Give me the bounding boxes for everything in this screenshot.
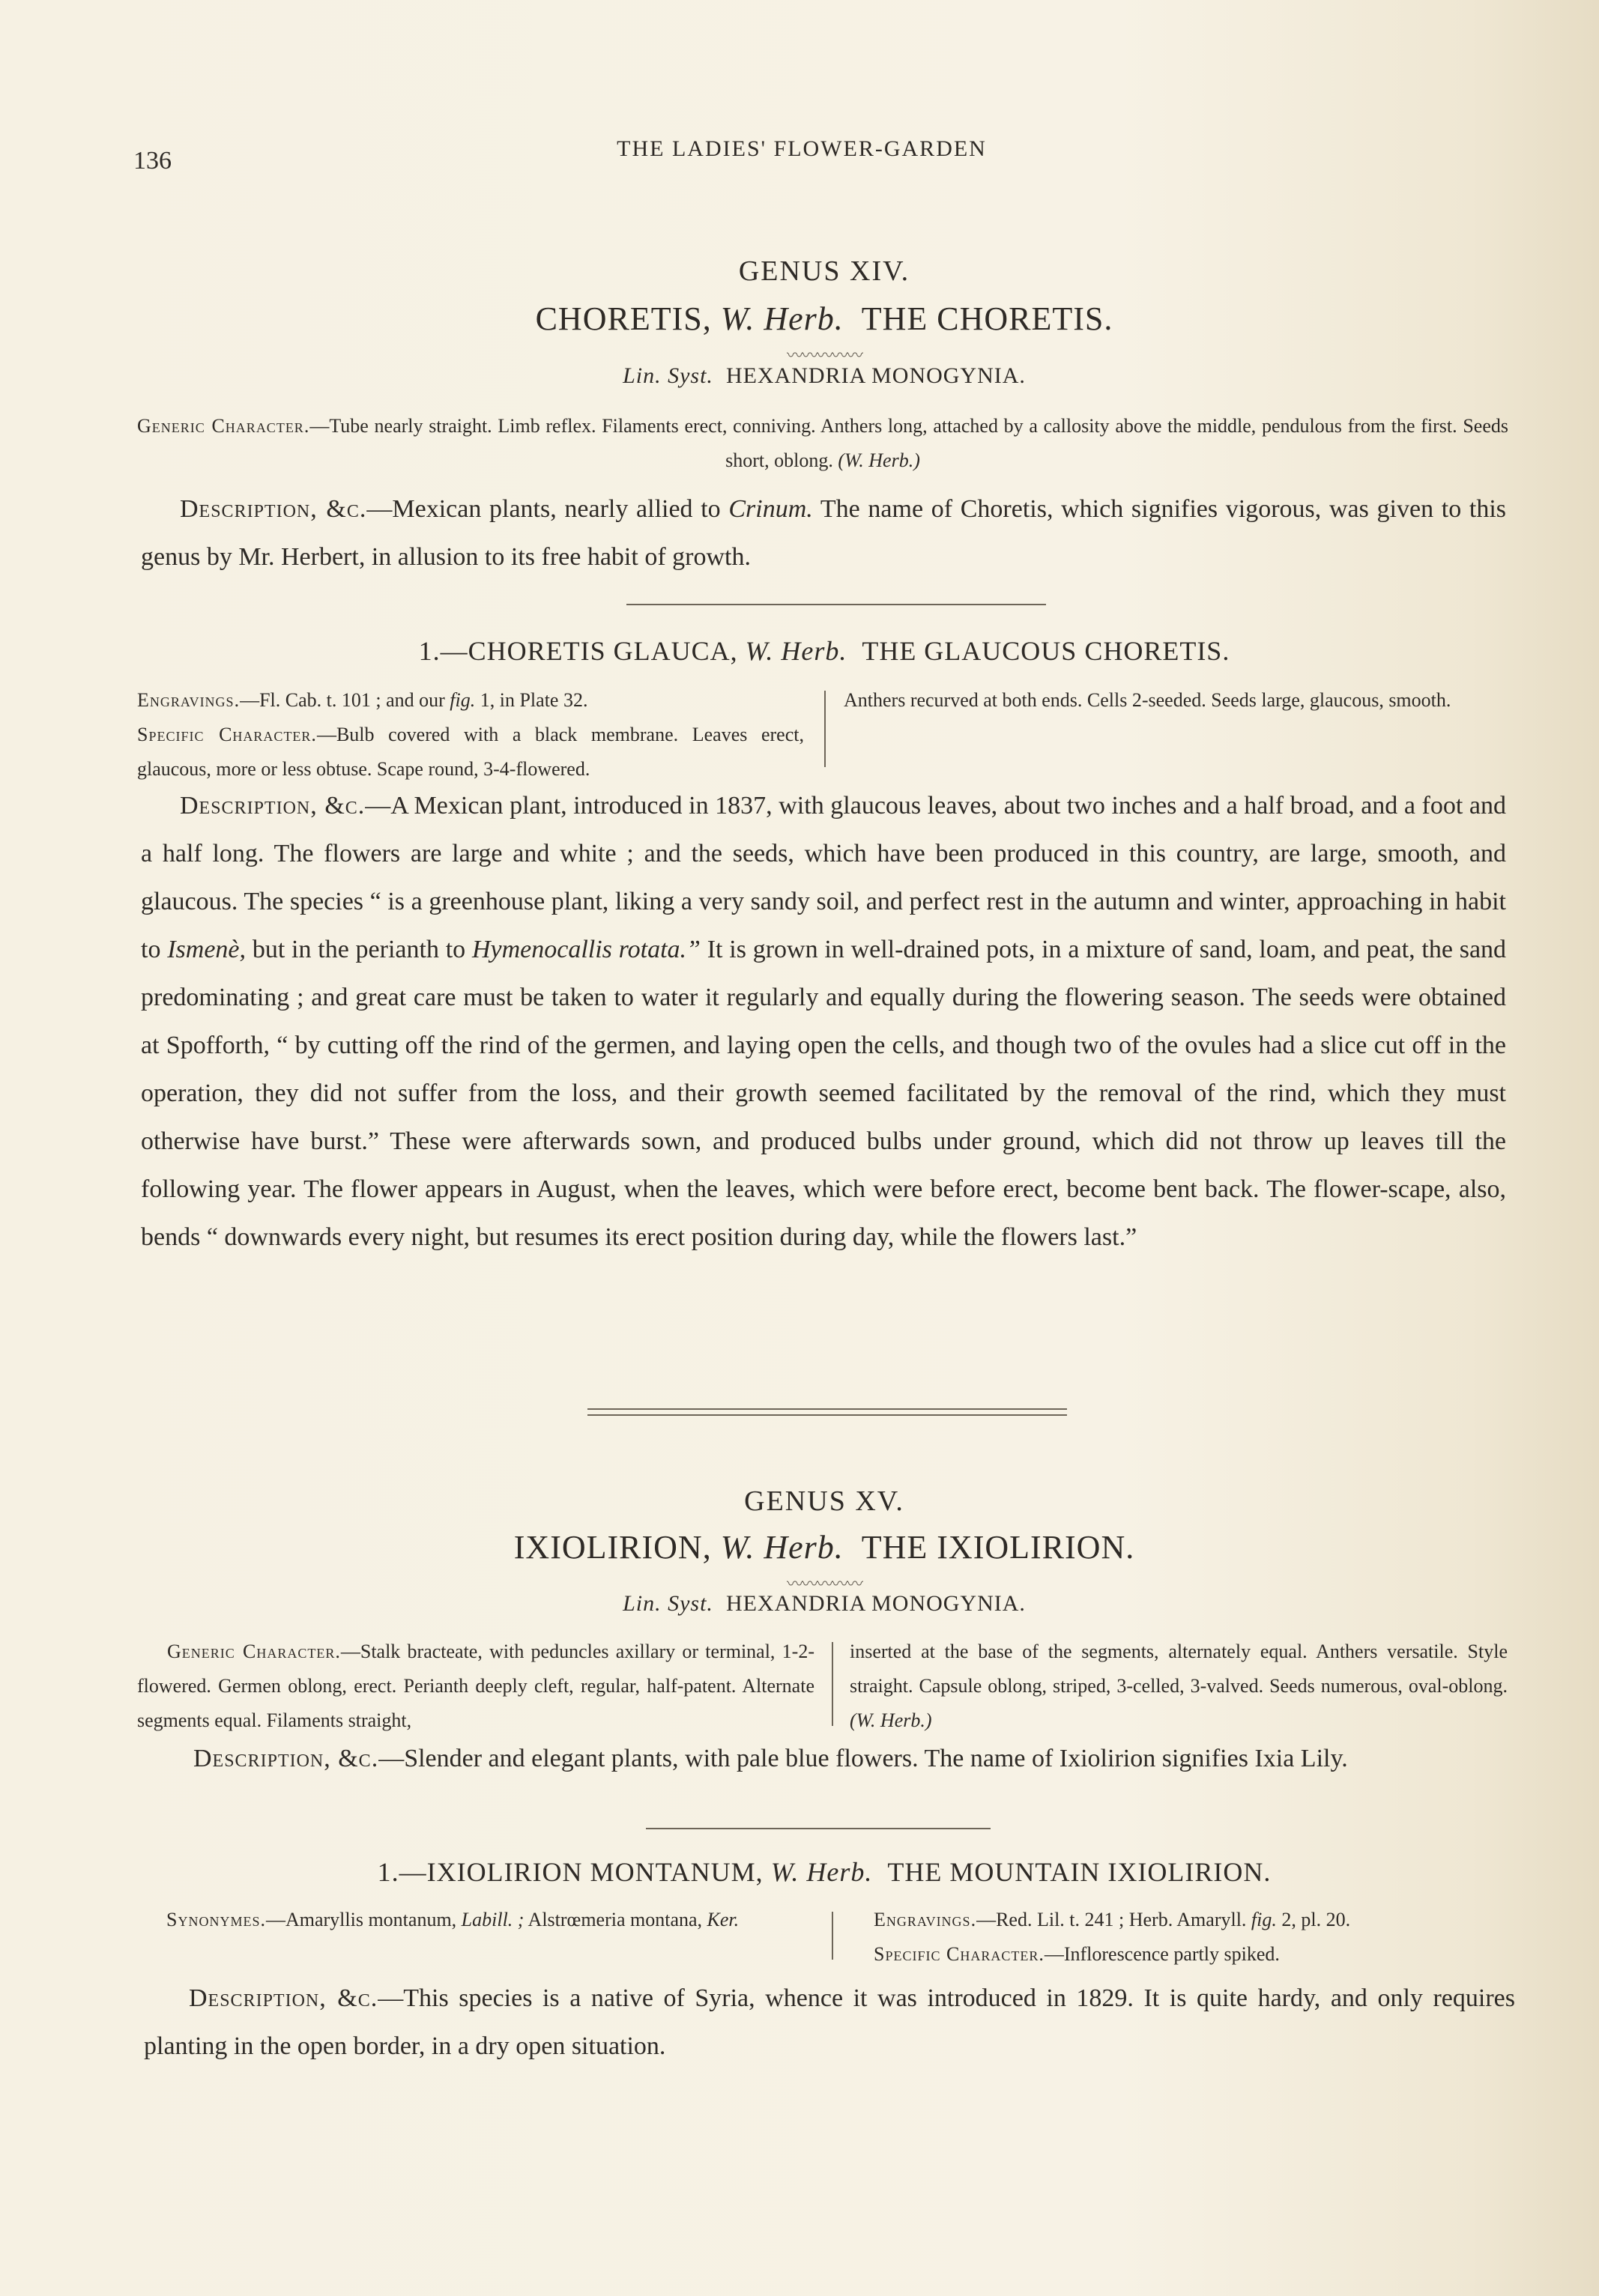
genus-15-generic-left — [137, 1635, 814, 1738]
running-title: THE LADIES' FLOWER-GARDEN — [617, 136, 987, 161]
genus-14-description — [141, 485, 1506, 581]
genus-15-common-name: THE IXIOLIRION. — [861, 1529, 1135, 1566]
column-separator — [832, 1912, 833, 1960]
specific-character-text: —Inflorescence partly spiked. — [1044, 1943, 1280, 1965]
description-label: Description, &c. — [189, 1984, 378, 2012]
generic-character-text: —Tube nearly straight. Limb reflex. Filaments erect, conniving. Anthers long, attached by a callosity above the middle, pendulous from the first. Seeds short, oblong. — [309, 415, 1509, 471]
synonymes-label: Synonymes. — [166, 1909, 266, 1930]
lin-syst-label: Lin. Syst. — [623, 363, 713, 388]
generic-character-ref: (W. Herb.) — [850, 1709, 932, 1731]
generic-character-label: Generic Character. — [137, 415, 310, 437]
species-authority: W. Herb. — [745, 636, 847, 666]
genus-15-generic-right — [850, 1635, 1508, 1738]
genus-15-lin-syst — [375, 1591, 1274, 1617]
description-text-b: but in the perianth to — [252, 936, 466, 963]
genus-15-authority: W. Herb. — [720, 1529, 844, 1566]
species-14-1-title — [225, 635, 1424, 667]
genus-14-generic-character — [137, 409, 1508, 478]
engravings-text: —Fl. Cab. t. 101 ; and our — [240, 689, 445, 711]
engravings-fig: fig. — [1251, 1909, 1277, 1930]
species-authority: W. Herb. — [770, 1857, 873, 1887]
column-separator — [824, 691, 826, 767]
description-text-b: The name of Choretis, which signifies vigorous, was given to this genus by Mr. Herbert, in allusion to its free habit of growth. — [141, 495, 1506, 571]
description-label: Description, &c. — [180, 495, 367, 523]
genus-divider-top — [587, 1408, 1067, 1410]
genus-15-description — [141, 1735, 1506, 1783]
synonymes-text-a: —Amaryllis montanum, — [265, 1909, 457, 1930]
specific-character-label: Specific Character. — [137, 724, 317, 745]
genus-14-common-name: THE CHORETIS. — [861, 300, 1113, 337]
description-text-c: It is grown in well-drained pots, in a mixture of sand, loam, and peat, the sand predominating ; and great care must be taken to water it regularly and equally during the flowering season. The seeds were obtained at Spofforth, “ by cutting off the rind of the germen, and laying open the cells, and though two of the ovules had a slice cut off in the operation, they did not suffer from the loss, and their growth seemed facilitated by the removal of the rind, which they must otherwise have burst.” These were afterwards sown, and produced bulbs under ground, which did not throw up leaves till the following year. The flower appears in August, when the leaves, which were before erect, become bent back. The flower-scape, also, bends “ downwards every night, but resumes its erect position during day, while the flowers last.” — [141, 936, 1507, 1251]
genus-14-authority: W. Herb. — [720, 300, 844, 337]
generic-character-continued: inserted at the base of the segments, alternately equal. Anthers versatile. Style straight. Capsule oblong, striped, 3-celled, 3-valved. Seeds numerous, oval-oblong. — [850, 1641, 1508, 1697]
page-number: 136 — [133, 147, 172, 175]
description-text-a: —A Mexican plant, introduced in 1837, with glaucous leaves, about two inches and a half broad, and a foot and a half long. The flowers are large and white ; and the seeds, which have been produced in this country, are large, smooth, and glaucous. The species “ is a greenhouse plant, liking a very sandy soil, and perfect rest in the autumn and winter, approaching in habit to — [141, 792, 1507, 963]
generic-character-ref: (W. Herb.) — [838, 449, 920, 471]
description-italic-hymenocallis: Hymenocallis rotata.” — [471, 936, 701, 963]
engravings-fig: fig. — [450, 689, 476, 711]
engravings-label: Engravings. — [874, 1909, 977, 1930]
synonymes-ker: Ker. — [707, 1909, 740, 1930]
species-common-name: THE MOUNTAIN IXIOLIRION. — [887, 1857, 1272, 1887]
genus-15-title — [225, 1528, 1424, 1566]
specific-character-label: Specific Character. — [874, 1943, 1045, 1965]
engravings-text: —Red. Lil. t. 241 ; Herb. Amaryll. — [976, 1909, 1247, 1930]
engravings-label: Engravings. — [137, 689, 241, 711]
species-title-prefix: 1.—CHORETIS GLAUCA, — [418, 636, 738, 666]
description-text: —Slender and elegant plants, with pale blue flowers. The name of Ixiolirion signifies Ixia Lily. — [378, 1745, 1348, 1772]
engravings-plate: 1, in Plate 32. — [480, 689, 588, 711]
genus-divider-bottom — [587, 1414, 1067, 1416]
description-italic-ismene: Ismenè, — [167, 936, 247, 963]
description-italic: Crinum. — [728, 495, 813, 523]
genus-14-lin-syst — [375, 363, 1274, 389]
species-title-prefix: 1.—IXIOLIRION MONTANUM, — [377, 1857, 764, 1887]
genus-15-latin-name: IXIOLIRION, — [513, 1529, 712, 1566]
description-label: Description, &c. — [193, 1745, 379, 1772]
species-15-1-right-column — [874, 1903, 1518, 1972]
species-15-1-title — [225, 1856, 1424, 1888]
species-14-1-right-column: Anthers recurved at both ends. Cells 2-seeded. Seeds large, glaucous, smooth. — [844, 689, 1451, 711]
wavy-ornament: 〰〰〰〰〰 — [786, 1575, 862, 1593]
lin-syst-label: Lin. Syst. — [623, 1591, 713, 1616]
species-common-name: THE GLAUCOUS CHORETIS. — [862, 636, 1230, 666]
engravings-plate: 2, pl. 20. — [1281, 1909, 1351, 1930]
column-separator — [832, 1642, 833, 1726]
description-text: —This species is a native of Syria, whence it was introduced in 1829. It is quite hardy, and only requires planting in the open border, in a dry open situation. — [144, 1984, 1515, 2060]
description-text-a: —Mexican plants, nearly allied to — [366, 495, 721, 523]
specific-character-text: —Bulb covered with a black membrane. Leaves erect, glaucous, more or less obtuse. Scape round, 3-4-flowered. — [137, 724, 804, 780]
section-rule — [626, 604, 1046, 605]
genus-15-label: GENUS XV. — [744, 1485, 904, 1517]
synonymes-text-b: Alstrœmeria montana, — [528, 1909, 703, 1930]
description-label: Description, &c. — [180, 792, 366, 820]
species-14-1-left-column — [137, 683, 804, 787]
wavy-ornament: 〰〰〰〰〰 — [786, 346, 862, 365]
genus-14-title — [225, 300, 1424, 338]
section-rule — [646, 1828, 991, 1829]
species-15-1-description — [144, 1975, 1515, 2071]
genus-14-label: GENUS XIV. — [738, 255, 910, 287]
genus-14-latin-name: CHORETIS, — [535, 300, 712, 337]
generic-character-text: —Stalk bracteate, with peduncles axillary or terminal, 1-2-flowered. Germen oblong, erect. Perianth deeply cleft, regular, half-patent. Alternate segments equal. Filaments straight, — [137, 1641, 814, 1731]
lin-syst-value: HEXANDRIA MONOGYNIA. — [725, 363, 1026, 388]
species-15-1-left-column — [166, 1903, 814, 1937]
species-14-1-description — [141, 782, 1506, 1261]
generic-character-label: Generic Character. — [167, 1641, 341, 1662]
lin-syst-value: HEXANDRIA MONOGYNIA. — [725, 1591, 1026, 1616]
synonymes-labill: Labill. ; — [461, 1909, 525, 1930]
